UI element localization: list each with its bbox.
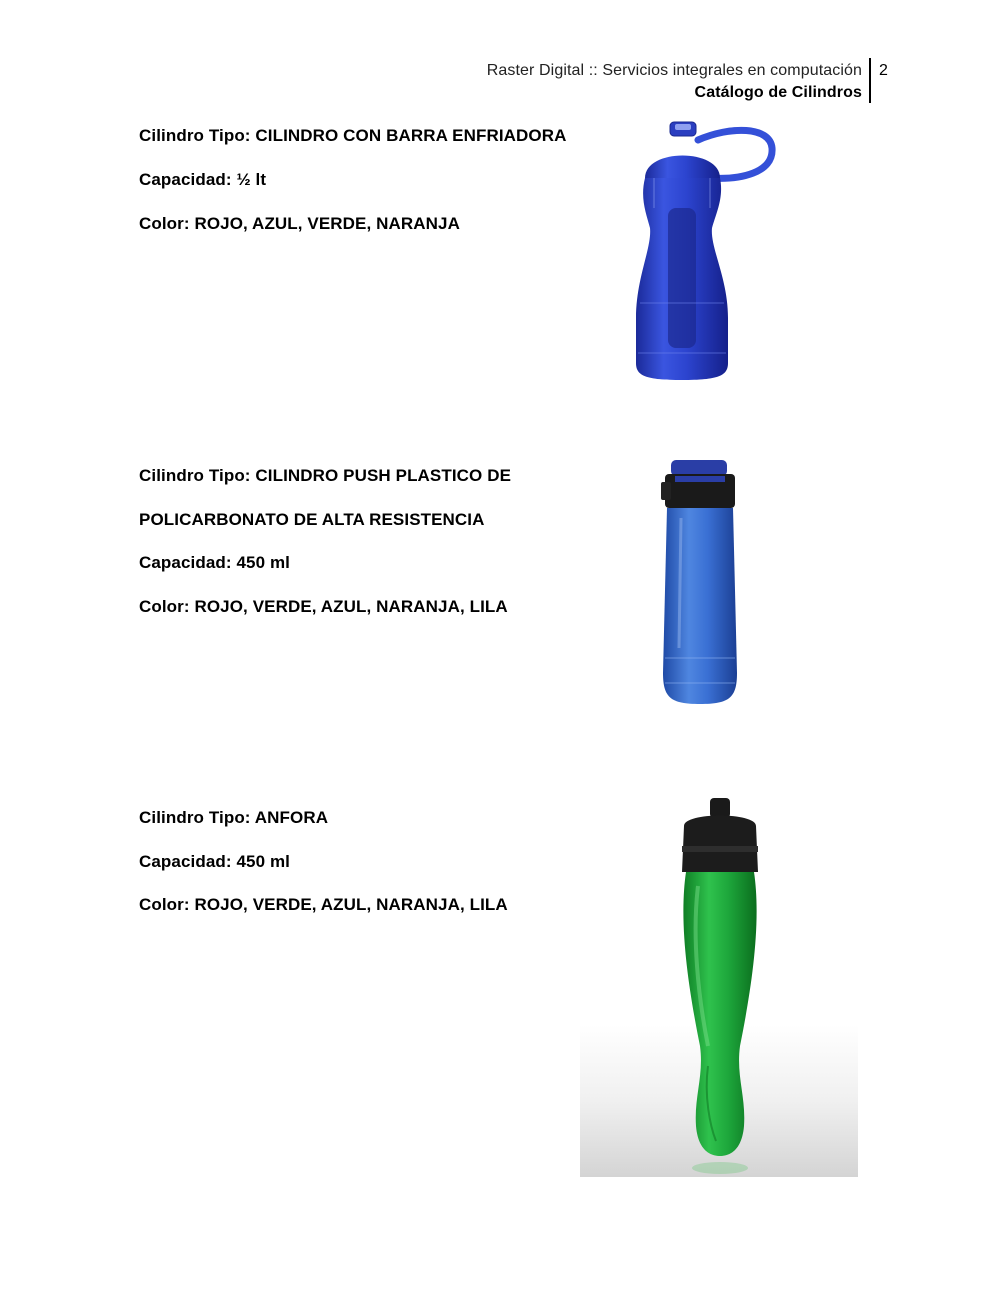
- product-3-type: Cilindro Tipo: ANFORA: [139, 808, 329, 827]
- page-number: 2: [879, 62, 888, 79]
- header-company: Raster Digital :: Servicios integrales en computación: [486, 62, 862, 79]
- product-1-capacity: Capacidad: ½ lt: [139, 170, 267, 189]
- product-3-bottle-image: [580, 796, 858, 1177]
- product-2-type: Cilindro Tipo: CILINDRO PUSH PLASTICO DE: [139, 466, 512, 485]
- header-text: [487, 60, 862, 104]
- header-separator: [869, 58, 871, 103]
- product-2-capacity: Capacidad: 450 ml: [139, 553, 290, 572]
- product-1-type: Cilindro Tipo: CILINDRO CON BARRA ENFRIADORA: [139, 126, 567, 145]
- product-1-color: Color: ROJO, AZUL, VERDE, NARANJA: [139, 214, 460, 233]
- product-2-type-cont: POLICARBONATO DE ALTA RESISTENCIA: [139, 510, 485, 529]
- page-header: [0, 58, 1000, 104]
- header-document-title: Catálogo de Cilindros: [694, 84, 862, 101]
- product-2-color: Color: ROJO, VERDE, AZUL, NARANJA, LILA: [139, 597, 508, 616]
- product-3-capacity: Capacidad: 450 ml: [139, 852, 290, 871]
- product-3-color: Color: ROJO, VERDE, AZUL, NARANJA, LILA: [139, 895, 508, 914]
- product-1-bottle-image: [620, 118, 780, 383]
- product-2-bottle-image: [655, 458, 745, 708]
